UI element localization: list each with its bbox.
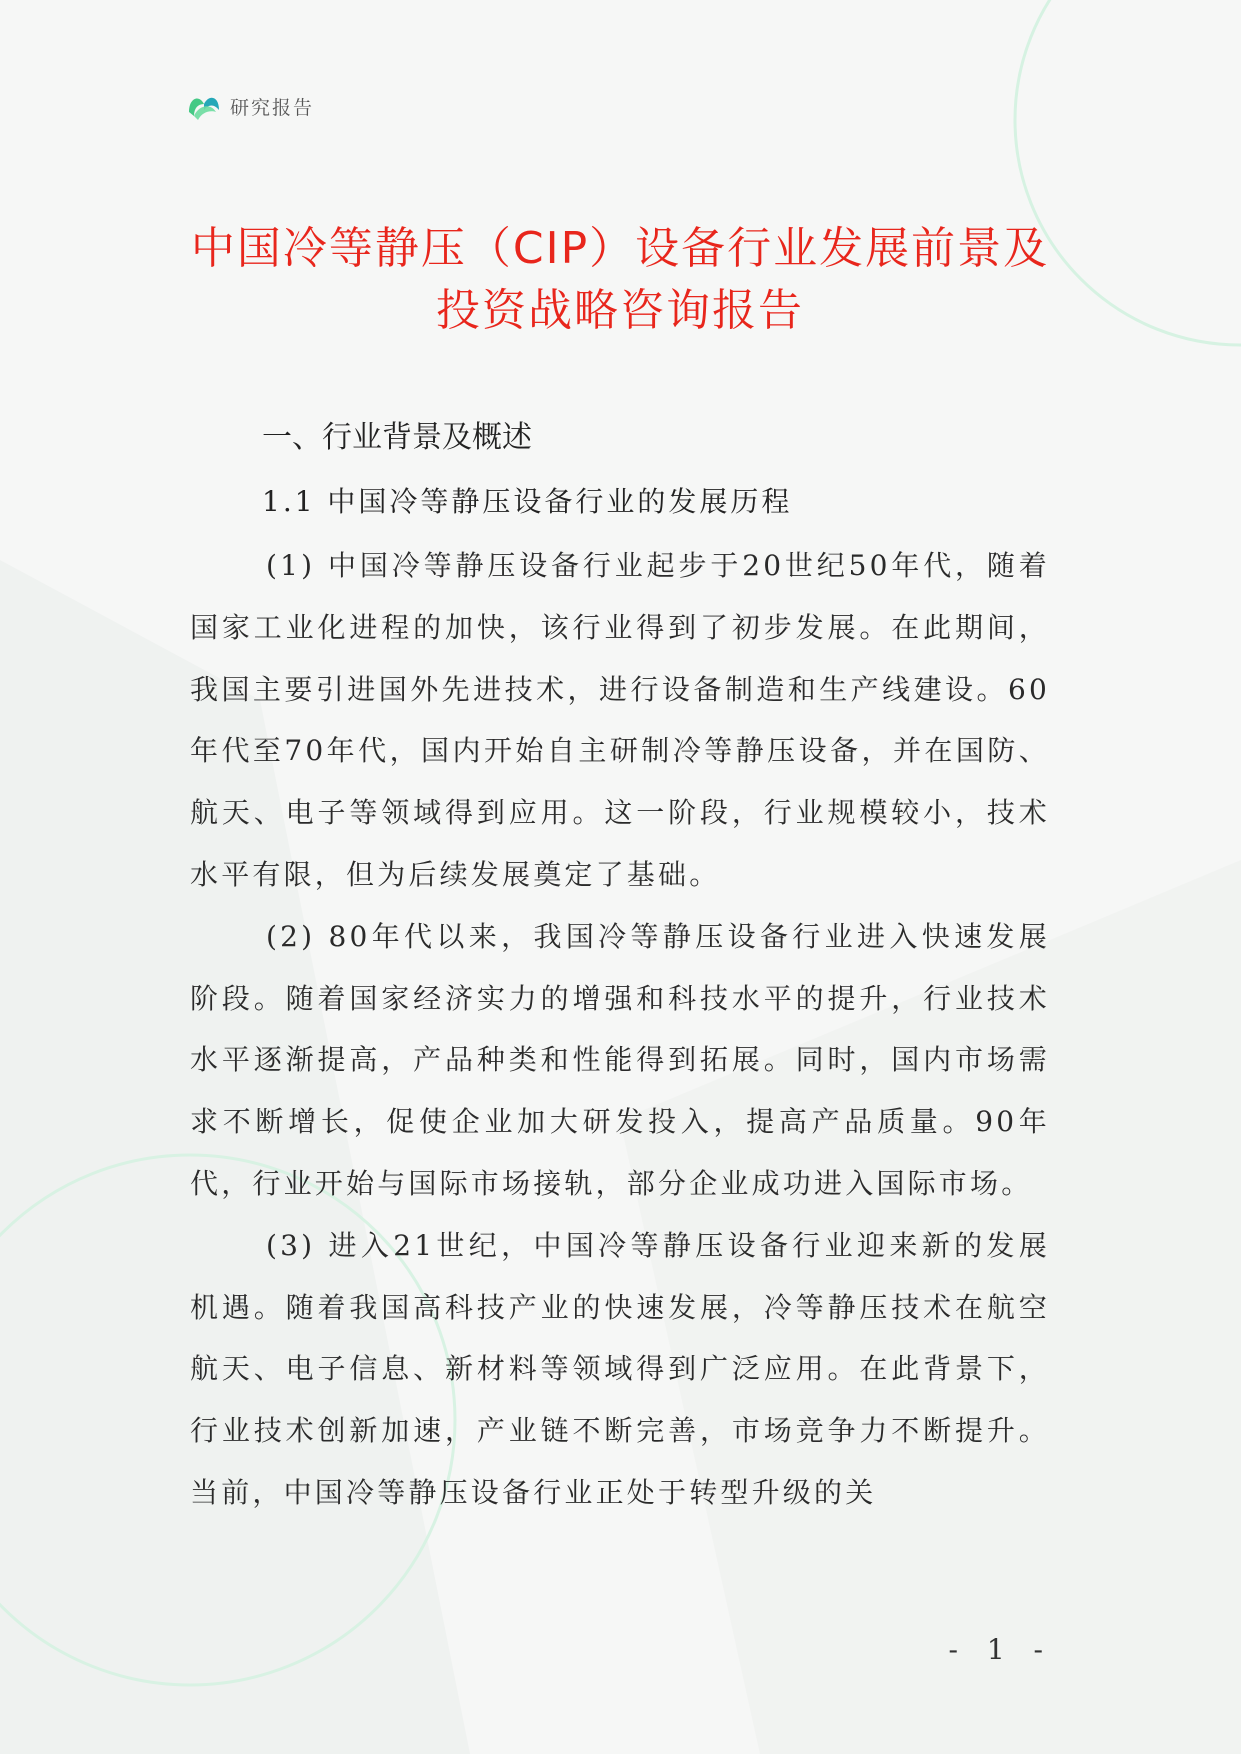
paragraph-3: (3) 进入21世纪，中国冷等静压设备行业迎来新的发展机遇。随着我国高科技产业的快速发展，冷等静压技术在航空航天、电子信息、新材料等领域得到广泛应用。在此背景下，行业技术创新加速，产业链不断完善，市场竞争力不断提升。当前，中国冷等静压设备行业正处于转型升级的关: [190, 1228, 1050, 1509]
paragraph-2: (2) 80年代以来，我国冷等静压设备行业进入快速发展阶段。随着国家经济实力的增强和科技水平的提升，行业技术水平逐渐提高，产品种类和性能得到拓展。同时，国内市场需求不断增长，促使企业加大研发投入，提高产品质量。90年代，行业开始与国际市场接轨，部分企业成功进入国际市场。: [190, 919, 1050, 1200]
body-text: [190, 535, 1050, 1524]
report-header: [186, 88, 314, 124]
report-title-line-1: 中国冷等静压（CIP）设备行业发展前景及: [190, 223, 1050, 274]
section-heading: 一、行业背景及概述: [262, 420, 532, 455]
report-title-line-2: 投资战略咨询报告: [436, 285, 804, 336]
report-title: [140, 218, 1100, 342]
subsection-heading: 1.1 中国冷等静压设备行业的发展历程: [262, 485, 793, 518]
leaf-logo-icon: [186, 88, 222, 124]
brand-label: 研究报告: [230, 96, 315, 119]
paragraph-1: (1) 中国冷等静压设备行业起步于20世纪50年代，随着国家工业化进程的加快，该行业得到了初步发展。在此期间，我国主要引进国外先进技术，进行设备制造和生产线建设。60年代至70年代，国内开始自主研制冷等静压设备，并在国防、航天、电子等领域得到应用。这一阶段，行业规模较小，技术水平有限，但为后续发展奠定了基础。: [190, 549, 1050, 891]
page-number: - 1 -: [948, 1633, 1053, 1666]
